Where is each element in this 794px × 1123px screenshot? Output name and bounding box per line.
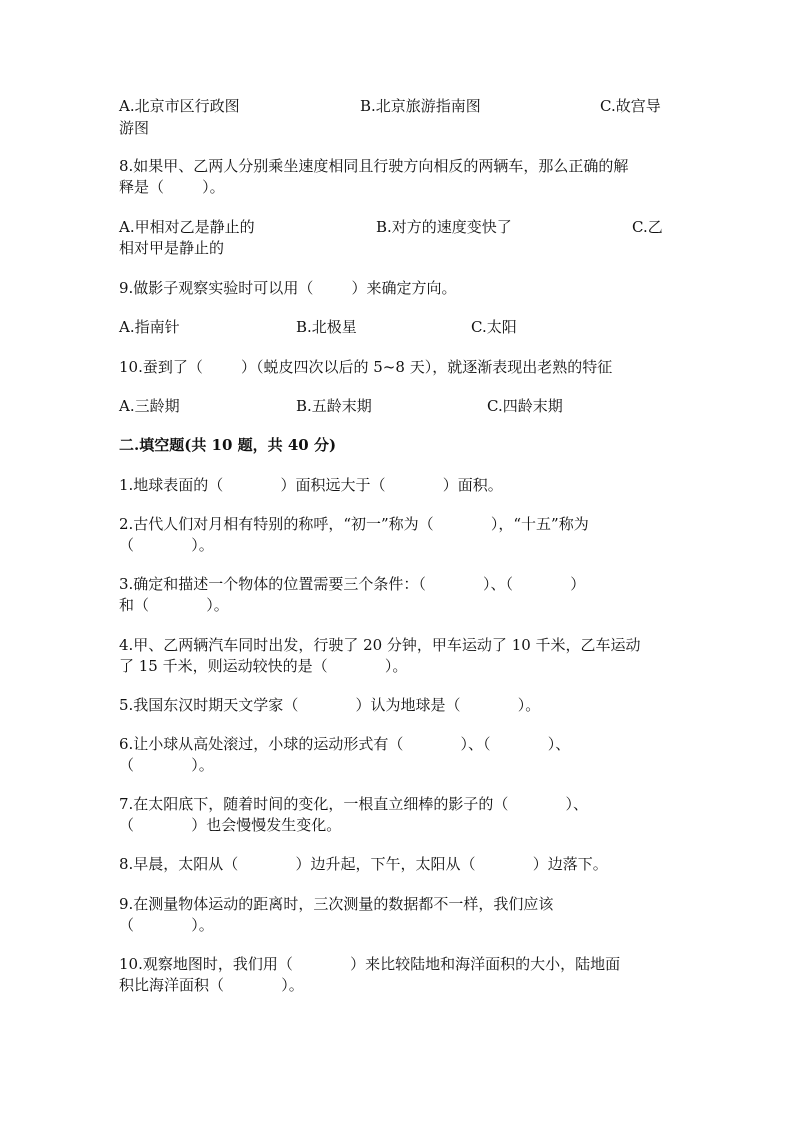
- q8-text-line1: 8.如果甲、乙两人分别乘坐速度相同且行驶方向相反的两辆车，那么正确的解: [119, 157, 629, 175]
- fill-q7-line2: （ ）也会慢慢发生变化。: [119, 816, 342, 834]
- fill-q2-line2: （ ）。: [119, 536, 214, 554]
- fill-q7-line1: 7.在太阳底下，随着时间的变化，一根直立细棒的影子的（ ）、: [119, 795, 589, 813]
- q10-option-c: C.四龄末期: [487, 397, 563, 415]
- q10-option-a: A.三龄期: [119, 397, 180, 415]
- fill-q4-line2: 了 15 千米，则运动较快的是（ ）。: [119, 657, 408, 675]
- fill-q9-line1: 9.在测量物体运动的距离时，三次测量的数据都不一样，我们应该: [119, 895, 554, 913]
- fill-q6-line1: 6.让小球从高处滚过，小球的运动形式有（ ）、（ ）、: [119, 735, 571, 753]
- q8-option-a: A.甲相对乙是静止的: [119, 218, 255, 236]
- fill-q2-line1: 2.古代人们对月相有特别的称呼，“初一”称为（ ），“十五”称为: [119, 515, 589, 533]
- q8-option-c: C.乙: [632, 218, 663, 236]
- fill-q5-line1: 5.我国东汉时期天文学家（ ）认为地球是（ ）。: [119, 696, 541, 714]
- fill-q9-line2: （ ）。: [119, 916, 214, 934]
- q9-option-a: A.指南针: [119, 318, 180, 336]
- q8-text-line2: 释是（ ）。: [119, 178, 225, 196]
- fill-q8-line1: 8.早晨，太阳从（ ）边升起，下午，太阳从（ ）边落下。: [119, 855, 608, 873]
- q8-option-c-cont: 相对甲是静止的: [119, 239, 225, 257]
- q10-option-b: B.五龄末期: [296, 397, 372, 415]
- fill-q10-line1: 10.观察地图时，我们用（ ）来比较陆地和海洋面积的大小，陆地面: [119, 955, 621, 973]
- q8-option-b: B.对方的速度变快了: [376, 218, 512, 236]
- fill-q3-line2: 和（ ）。: [119, 596, 229, 614]
- q7-option-c: C.故宫导: [600, 97, 661, 115]
- q7-option-b: B.北京旅游指南图: [360, 97, 481, 115]
- q10-text: 10.蚕到了（ ）（蜕皮四次以后的 5~8 天），就逐渐表现出老熟的特征: [119, 358, 613, 376]
- fill-q1-line1: 1.地球表面的（ ）面积远大于（ ）面积。: [119, 476, 503, 494]
- q7-option-a: A.北京市区行政图: [119, 97, 240, 115]
- fill-q3-line1: 3.确定和描述一个物体的位置需要三个条件：（ ）、（ ）: [119, 575, 586, 593]
- fill-q4-line1: 4.甲、乙两辆汽车同时出发，行驶了 20 分钟，甲车运动了 10 千米，乙车运动: [119, 636, 641, 654]
- q9-text: 9.做影子观察实验时可以用（ ）来确定方向。: [119, 279, 457, 297]
- q9-option-c: C.太阳: [471, 318, 517, 336]
- q7-option-c-cont: 游图: [119, 119, 150, 137]
- fill-q10-line2: 积比海洋面积（ ）。: [119, 976, 304, 994]
- section-heading: 二.填空题(共 10 题，共 40 分): [119, 436, 337, 454]
- q9-option-b: B.北极星: [296, 318, 357, 336]
- fill-q6-line2: （ ）。: [119, 756, 214, 774]
